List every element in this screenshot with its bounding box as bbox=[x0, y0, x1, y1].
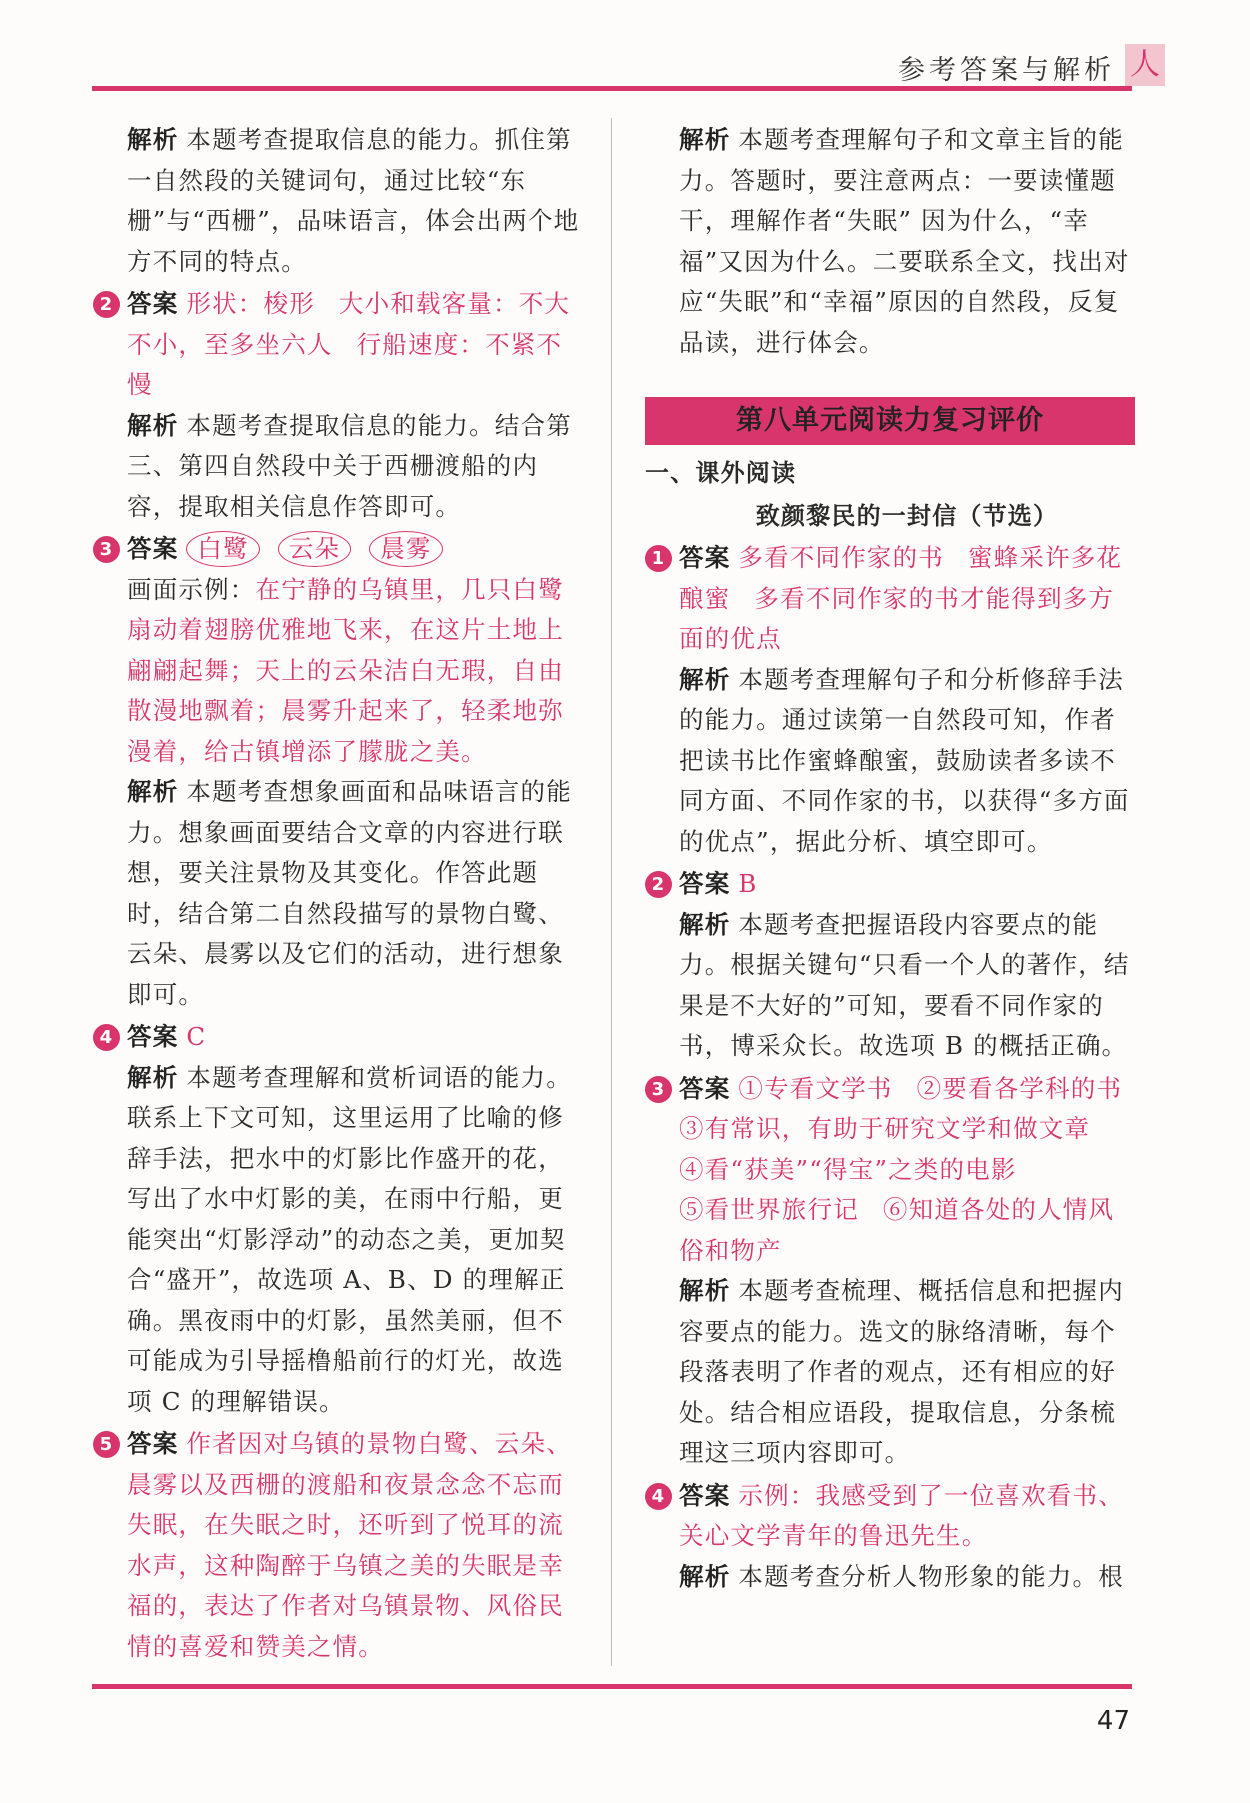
analysis-tag: 解析 bbox=[679, 125, 731, 154]
question-5 bbox=[93, 1424, 585, 1667]
question-4 bbox=[93, 1017, 585, 1422]
unit-banner: 第八单元阅读力复习评价 bbox=[645, 397, 1135, 445]
left-column bbox=[93, 120, 585, 1667]
r3-item: ①专看文学书 bbox=[738, 1073, 893, 1103]
r3-item: ⑤看世界旅行记 bbox=[679, 1195, 859, 1224]
reading-question-3 bbox=[645, 1069, 1135, 1474]
page-number: 47 bbox=[1096, 1706, 1130, 1736]
circled-word: 白鹭 bbox=[186, 531, 259, 567]
question-number-badge: 3 bbox=[645, 1076, 672, 1103]
analysis-tag: 解析 bbox=[127, 410, 179, 440]
q4-answer: C bbox=[186, 1022, 207, 1051]
answer-tag: 答案 bbox=[127, 534, 179, 563]
r3-item: ⑥知道各处的人情风俗和物产 bbox=[679, 1195, 1115, 1265]
r2-analysis-text: 本题考查把握语段内容要点的能力。根据关键句“只看一个人的著作，结果是不大好的”可知，要看不同作家的书，博采众长。故选项 B 的概括正确。 bbox=[679, 909, 1130, 1060]
r1-answer-2: 蜜蜂采许多花酿蜜 bbox=[679, 543, 1123, 613]
r4-analysis-text: 本题考查分析人物形象的能力。根 bbox=[738, 1561, 1124, 1591]
circled-word: 晨雾 bbox=[369, 531, 442, 567]
r1-answer-1: 多看不同作家的书 bbox=[738, 543, 945, 572]
answer-tag: 答案 bbox=[679, 543, 731, 572]
example-label: 画面示例： bbox=[127, 574, 256, 604]
analysis-tag: 解析 bbox=[679, 1276, 731, 1305]
question-number-badge: 4 bbox=[93, 1024, 120, 1051]
analysis-tag: 解析 bbox=[127, 1062, 179, 1092]
q4-analysis-text: 本题考查理解和赏析词语的能力。联系上下文可知，这里运用了比喻的修辞手法，把水中的灯影比作盛开的花，写出了水中灯影的美，在雨中行船，更能突出“灯影浮动”的动态之美，更加契合“盛开”，故选项 A、B、D 的理解正确。黑夜雨中的灯影，虽然美丽，但不可能成为引导摇橹船前行的灯光，故选项 C 的理解错误。 bbox=[127, 1062, 572, 1416]
question-number-badge: 2 bbox=[645, 871, 672, 898]
answer-tag: 答案 bbox=[127, 1022, 179, 1051]
answer-tag: 答案 bbox=[679, 869, 731, 898]
right-column bbox=[645, 120, 1135, 1597]
r3-item: ③有常识，有助于研究文学和做文章 bbox=[679, 1114, 1091, 1143]
question-number-badge: 3 bbox=[93, 536, 120, 563]
answer-tag: 答案 bbox=[127, 1429, 179, 1458]
analysis-tag: 解析 bbox=[127, 125, 179, 154]
column-divider bbox=[611, 118, 612, 1666]
answer-tag: 答案 bbox=[127, 289, 179, 318]
q2-answer-2: 大小和载客量：不大不小，至多坐六人 bbox=[127, 289, 571, 359]
edition-badge: 人 bbox=[1125, 44, 1165, 86]
question-number-badge: 1 bbox=[645, 545, 672, 572]
article-title: 致颜黎民的一封信（节选） bbox=[755, 501, 1059, 530]
q5-answer: 作者因对乌镇的景物白鹭、云朵、晨雾以及西栅的渡船和夜景念念不忘而失眠，在失眠之时，还听到了悦耳的流水声，这种陶醉于乌镇之美的失眠是幸福的，表达了作者对乌镇景物、风俗民情的喜爱和赞美之情。 bbox=[127, 1429, 572, 1661]
question-3 bbox=[93, 529, 585, 1015]
r1-answer-3: 多看不同作家的书才能得到多方面的优点 bbox=[679, 583, 1115, 653]
q5-analysis bbox=[679, 120, 1135, 363]
analysis-tag: 解析 bbox=[679, 664, 731, 694]
r2-answer: B bbox=[738, 869, 758, 898]
q3-example-text: 在宁静的乌镇里，几只白鹭扇动着翅膀优雅地飞来，在这片土地上翩翩起舞；天上的云朵洁白无瑕，自由散漫地飘着；晨雾升起来了，轻柔地弥漫着，给古镇增添了朦胧之美。 bbox=[127, 574, 564, 766]
analysis-tag: 解析 bbox=[679, 1561, 731, 1591]
question-2 bbox=[93, 284, 585, 527]
question-number-badge: 2 bbox=[93, 291, 120, 318]
r1-analysis-text: 本题考查理解句子和分析修辞手法的能力。通过读第一自然段可知，作者把读书比作蜜蜂酿蜜，鼓励读者多读不同方面、不同作家的书，以获得“多方面的优点”，据此分析、填空即可。 bbox=[679, 664, 1130, 856]
analysis-tag: 解析 bbox=[127, 777, 179, 806]
r1-analysis bbox=[679, 660, 1135, 863]
q2-answer-1: 形状：梭形 bbox=[186, 289, 315, 318]
section-heading: 一、课外阅读 bbox=[645, 459, 797, 487]
r2-analysis bbox=[679, 905, 1135, 1067]
answer-tag: 答案 bbox=[679, 1480, 731, 1510]
q2-analysis bbox=[127, 406, 585, 528]
q4-analysis bbox=[127, 1058, 585, 1423]
answer-tag: 答案 bbox=[679, 1073, 731, 1103]
q3-analysis bbox=[127, 772, 585, 1015]
reading-question-1 bbox=[645, 538, 1135, 862]
question-number-badge: 4 bbox=[645, 1483, 672, 1510]
q2-answer-3: 行船速度：不紧不慢 bbox=[127, 329, 563, 399]
q3-example bbox=[127, 570, 585, 773]
r3-item: ④看“获美”“得宝”之类的电影 bbox=[679, 1154, 1017, 1184]
r3-analysis bbox=[679, 1271, 1135, 1474]
q2-analysis-text: 本题考查提取信息的能力。结合第三、第四自然段中关于西栅渡船的内容，提取相关信息作答即可。 bbox=[127, 410, 572, 521]
question-number-badge: 5 bbox=[93, 1431, 120, 1458]
q3-analysis-text: 本题考查想象画面和品味语言的能力。想象画面要结合文章的内容进行联想，要关注景物及其变化。作答此题时，结合第二自然段描写的景物白鹭、云朵、晨雾以及它们的活动，进行想象即可。 bbox=[127, 777, 572, 1009]
running-header-title: 参考答案与解析 bbox=[898, 55, 1115, 86]
circled-word: 云朵 bbox=[278, 531, 351, 567]
top-rule bbox=[92, 86, 1132, 91]
r4-answer: 示例：我感受到了一位喜欢看书、关心文学青年的鲁迅先生。 bbox=[679, 1480, 1124, 1550]
r4-analysis bbox=[679, 1557, 1135, 1598]
bottom-rule bbox=[92, 1684, 1132, 1689]
reading-question-2 bbox=[645, 864, 1135, 1067]
q1-analysis-text: 本题考查提取信息的能力。抓住第一自然段的关键词句，通过比较“东栅”与“西栅”，品味语言，体会出两个地方不同的特点。 bbox=[127, 125, 580, 276]
analysis-tag: 解析 bbox=[679, 909, 731, 939]
reading-question-4 bbox=[645, 1476, 1135, 1598]
r3-analysis-text: 本题考查梳理、概括信息和把握内容要点的能力。选文的脉络清晰，每个段落表明了作者的观点，还有相应的好处。结合相应语段，提取信息，分条梳理这三项内容即可。 bbox=[679, 1276, 1124, 1467]
q1-analysis-block bbox=[93, 120, 585, 282]
q5-analysis-text: 本题考查理解句子和文章主旨的能力。答题时，要注意两点：一要读懂题干，理解作者“失眠” 因为什么，“幸福”又因为什么。二要联系全文，找出对应“失眠”和“幸福”原因的自然段，反复品读，进行体会。 bbox=[679, 125, 1130, 357]
r3-item: ②要看各学科的书 bbox=[916, 1073, 1123, 1103]
